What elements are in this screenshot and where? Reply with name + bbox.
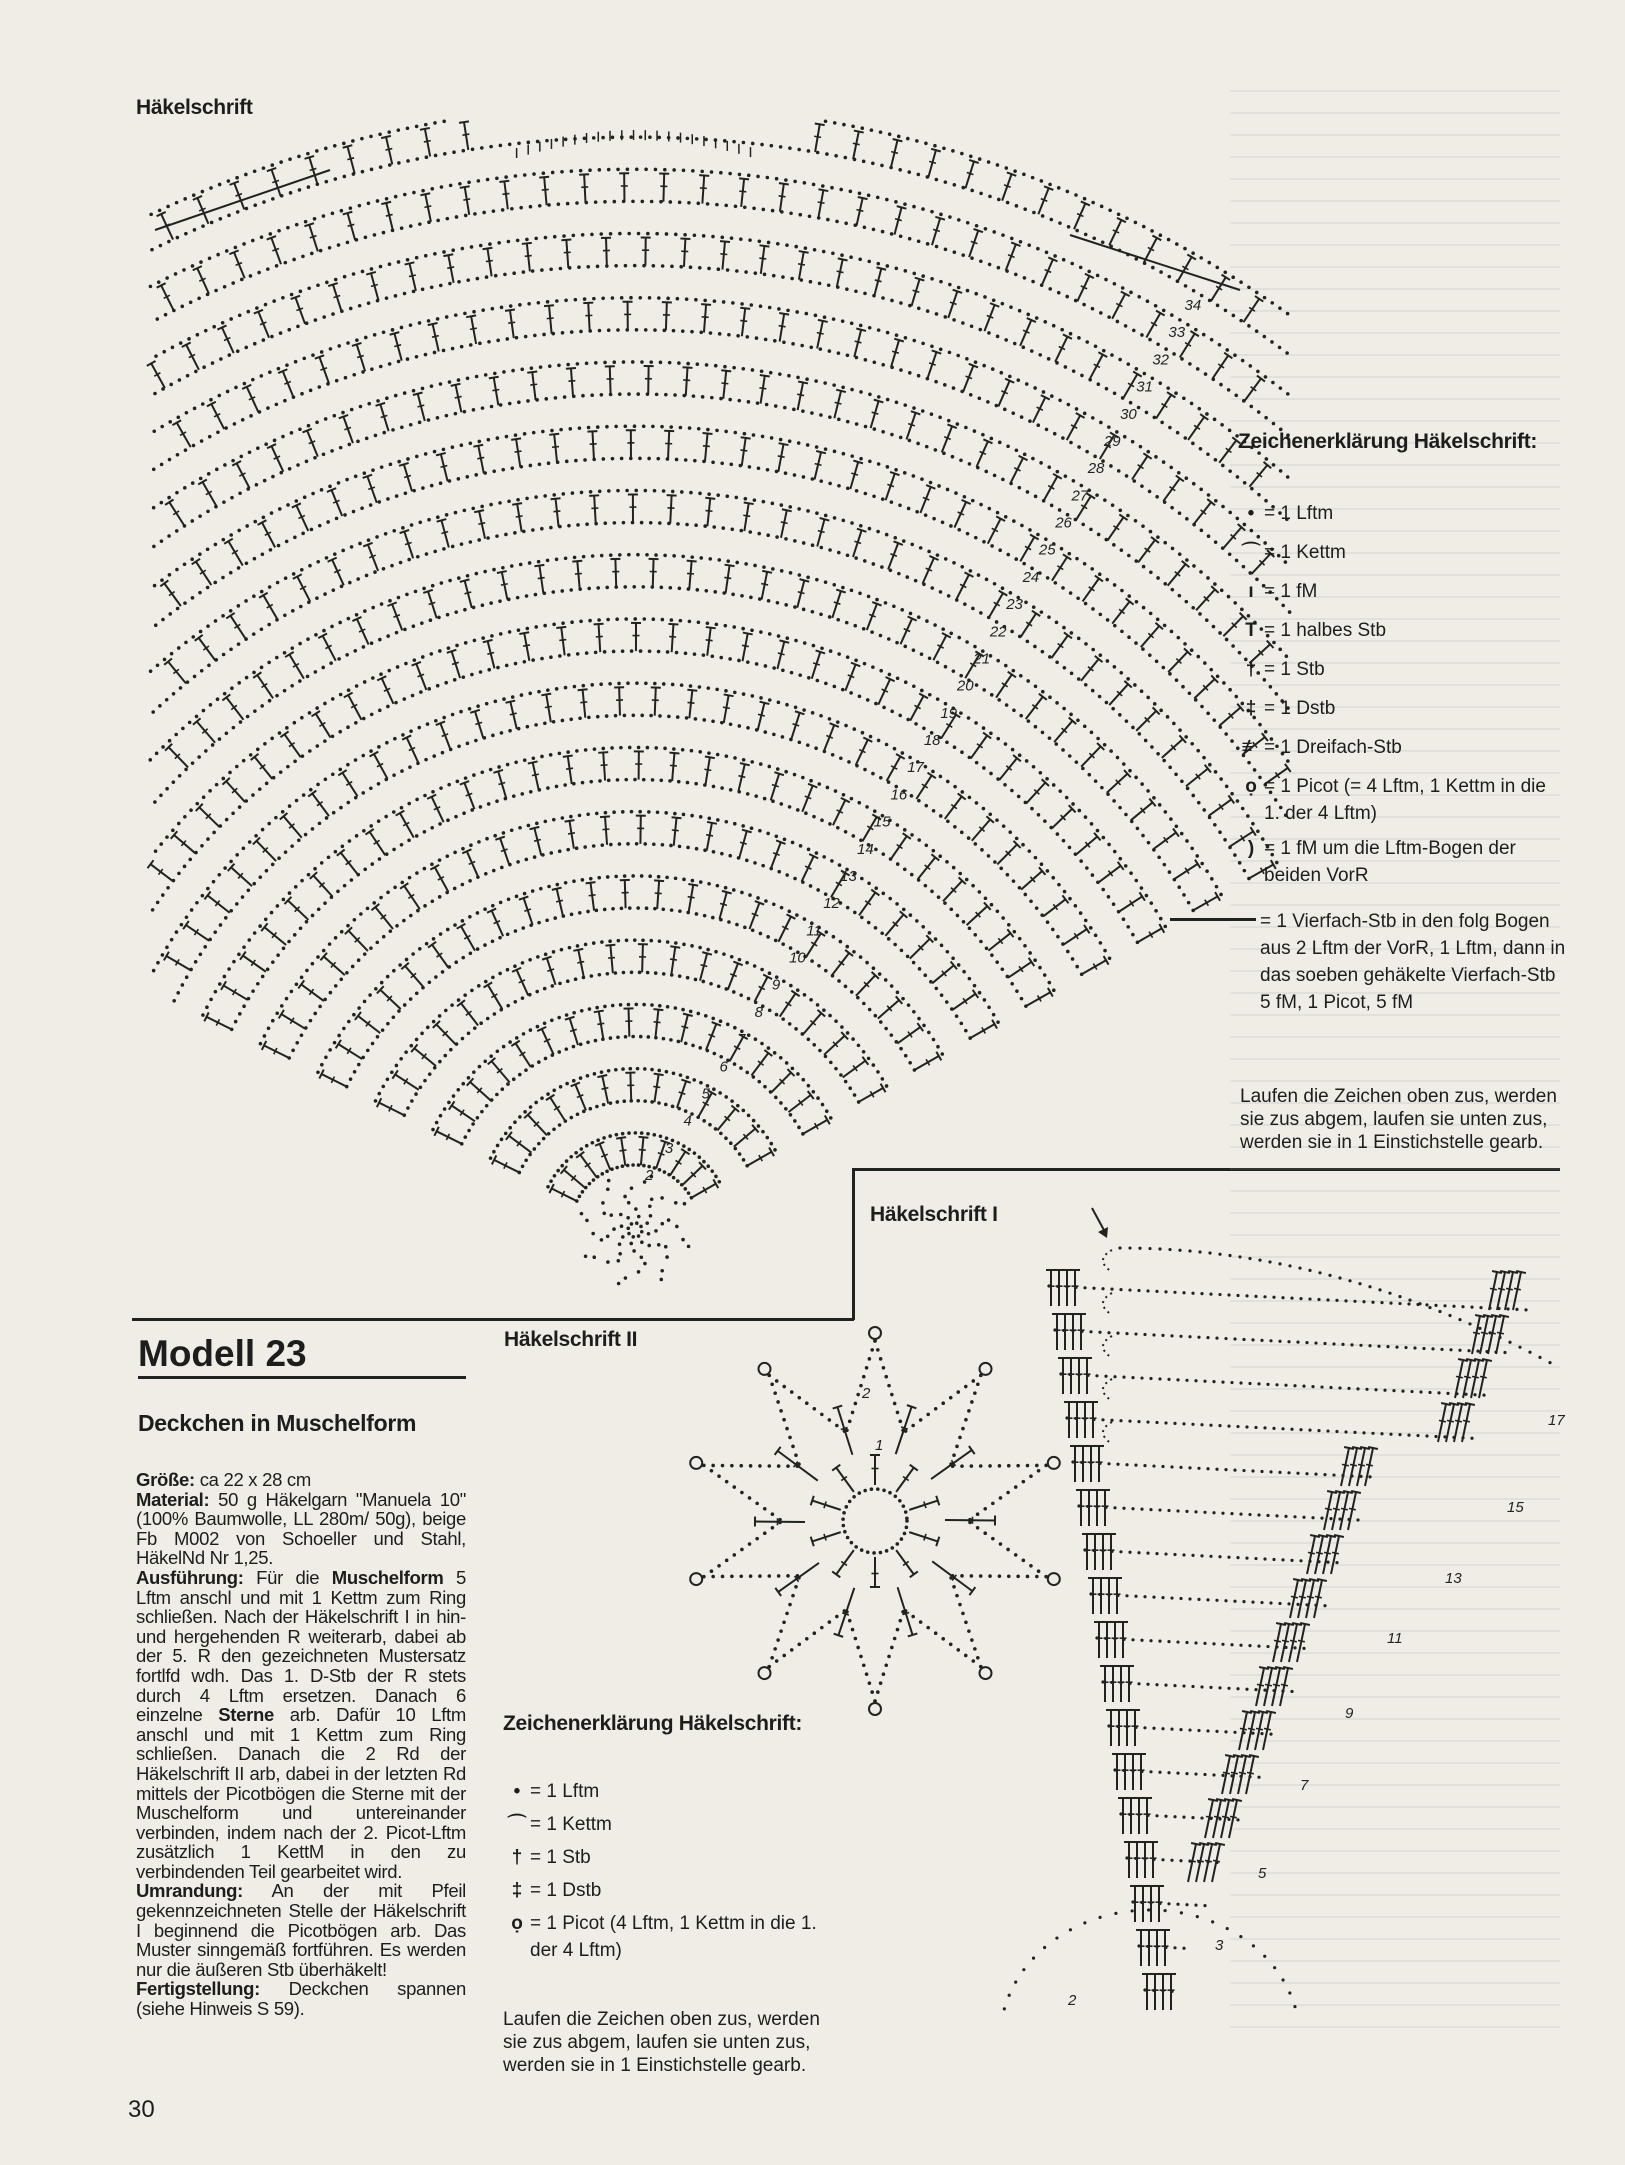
chart-main-title: Häkelschrift [136,96,253,119]
